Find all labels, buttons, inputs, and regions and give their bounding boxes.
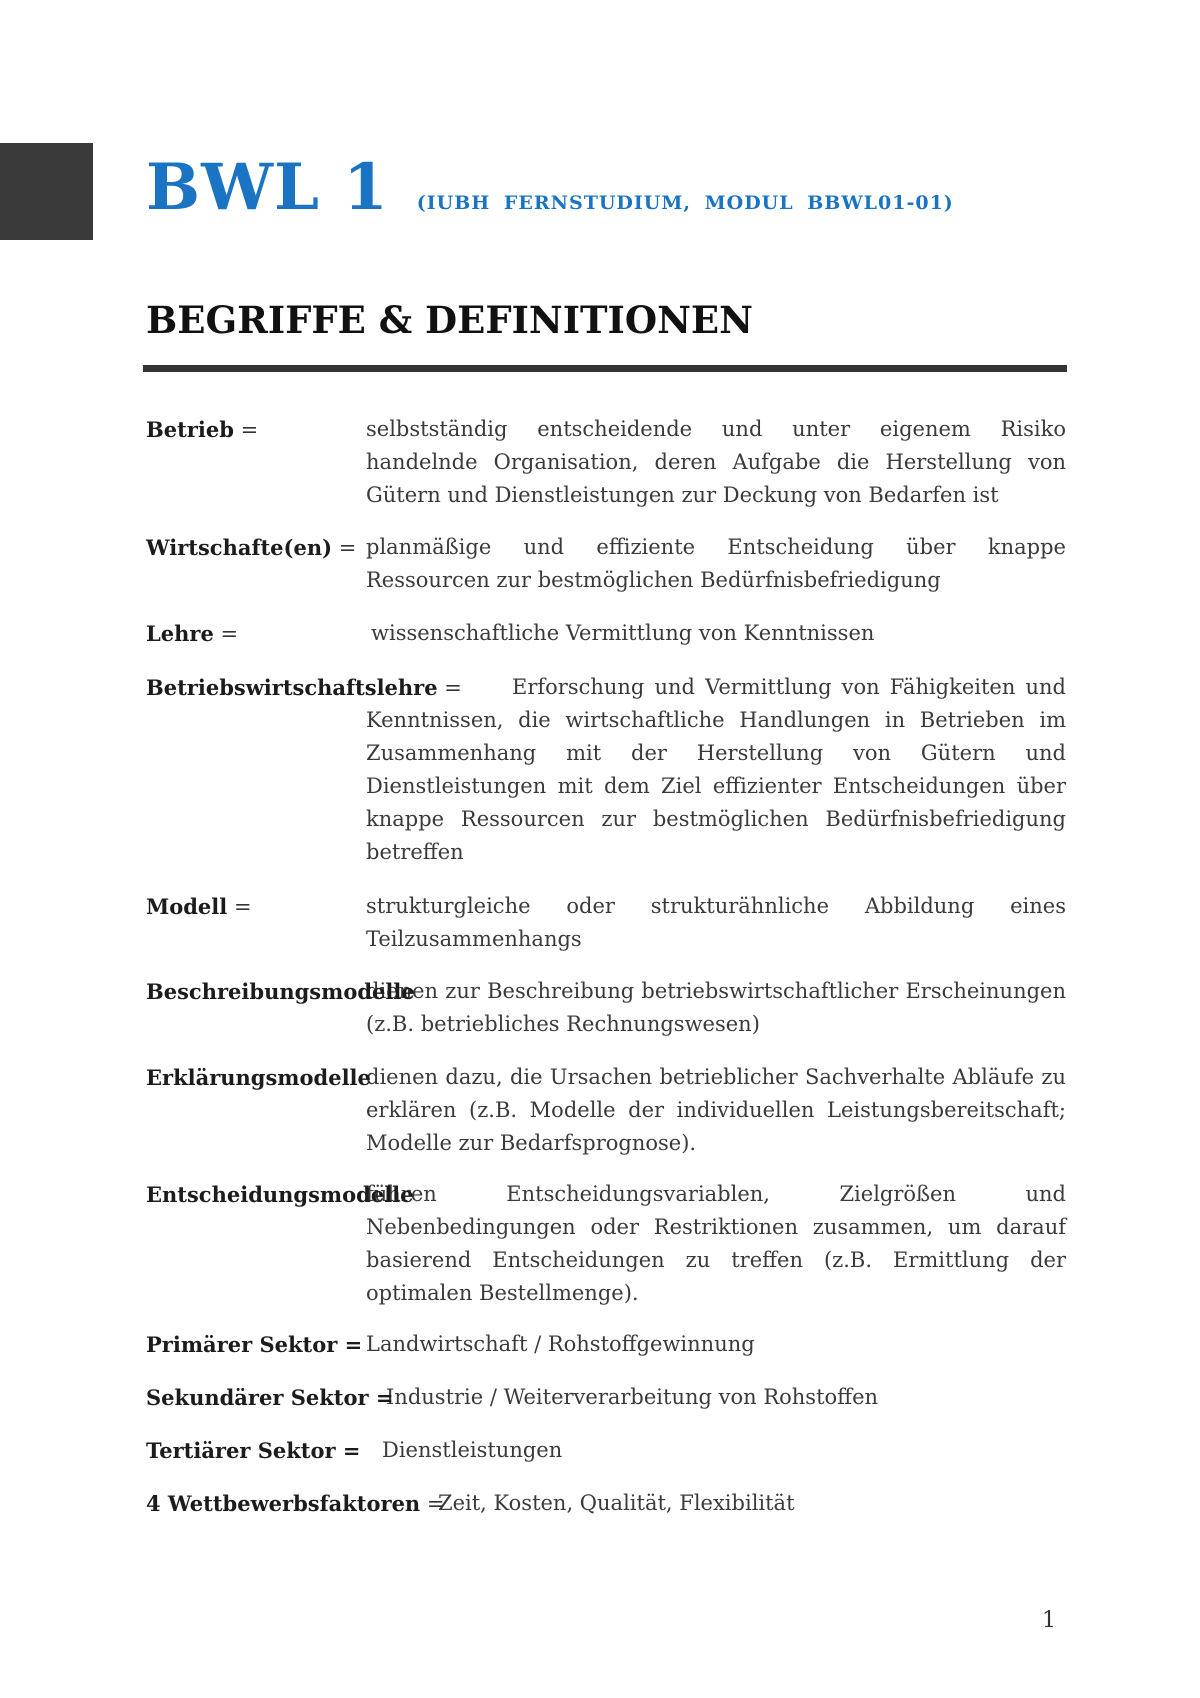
definition-entry [146, 413, 1066, 512]
decorative-side-block [0, 143, 93, 240]
definition-text: Industrie / Weiterverarbeitung von Rohstoffen [386, 1385, 879, 1409]
definition-text: wissenschaftliche Vermittlung von Kenntnissen [371, 621, 875, 645]
section-heading: BEGRIFFE & DEFINITIONEN [146, 298, 753, 342]
definition-entry [146, 1061, 1066, 1160]
definition-entry [146, 975, 1066, 1041]
definition-text: dienen dazu, die Ursachen betrieblicher Sachverhalte Abläufe zu erklären (z.B. Modelle der individuellen Leistungsbereitschaft; Modelle zur Bedarfsprognose). [366, 1065, 1066, 1155]
definition-text: Zeit, Kosten, Qualität, Flexibilität [438, 1491, 795, 1515]
definition-term: Entscheidungsmodelle [146, 1182, 414, 1207]
definition-text: selbstständig entscheidende und unter eigenem Risiko handelnde Organisation, deren Aufgabe die Herstellung von Gütern und Dienstleistungen zur Deckung von Bedarfen ist [366, 417, 1066, 507]
heading-divider [143, 365, 1067, 372]
definition-entry [146, 1328, 1066, 1361]
definition-term: 4 Wettbewerbsfaktoren = [146, 1491, 445, 1516]
definition-text: Landwirtschaft / Rohstoffgewinnung [366, 1332, 755, 1356]
definition-entry [146, 617, 1066, 650]
definition-term: Sekundärer Sektor = [146, 1385, 394, 1410]
definition-entry [146, 1178, 1066, 1310]
definition-entry [146, 890, 1066, 956]
definition-term: Tertiärer Sektor = [146, 1438, 361, 1463]
title-subtitle: (IUBH FERNSTUDIUM, MODUL BBWL01-01) [416, 192, 954, 214]
definition-text: führen Entscheidungsvariablen, Zielgrößen und Nebenbedingungen oder Restriktionen zusammen, um darauf basierend Entscheidungen zu treffen (z.B. Ermittlung der optimalen Bestellmenge). [366, 1182, 1066, 1305]
definition-entry [146, 1487, 1066, 1520]
title-main: BWL 1 [146, 150, 389, 225]
definition-term: Betrieb = [146, 417, 259, 442]
definition-term: Modell = [146, 894, 252, 919]
definition-text: Dienstleistungen [382, 1438, 563, 1462]
definition-term: Betriebswirtschaftslehre = [146, 675, 462, 700]
document-title [146, 150, 954, 225]
definition-term: Wirtschafte(en) = [146, 535, 357, 560]
page-number: 1 [1042, 1608, 1056, 1633]
definition-term: Erklärungsmodelle [146, 1065, 371, 1090]
definition-term: Beschreibungsmodelle [146, 979, 415, 1004]
definition-text: Erforschung und Vermittlung von Fähigkeiten und Kenntnissen, die wirtschaftliche Handlungen in Betrieben im Zusammenhang mit der Herstellung von Gütern und Dienstleistungen mit dem Ziel effizienter Entscheidungen über knappe Ressourcen zur bestmöglichen Bedürfnisbefriedigung betreffen [366, 675, 1066, 864]
definition-entry [146, 671, 1066, 869]
definition-entry [146, 531, 1066, 597]
definition-term: Lehre = [146, 621, 239, 646]
definition-text: strukturgleiche oder strukturähnliche Abbildung eines Teilzusammenhangs [366, 894, 1066, 951]
definition-entry [146, 1381, 1066, 1414]
definition-text: dienen zur Beschreibung betriebswirtschaftlicher Erscheinungen (z.B. betriebliches Rechnungswesen) [366, 979, 1066, 1036]
definition-term: Primärer Sektor = [146, 1332, 363, 1357]
definition-entry [146, 1434, 1066, 1467]
definition-text: planmäßige und effiziente Entscheidung über knappe Ressourcen zur bestmöglichen Bedürfnisbefriedigung [366, 535, 1066, 592]
